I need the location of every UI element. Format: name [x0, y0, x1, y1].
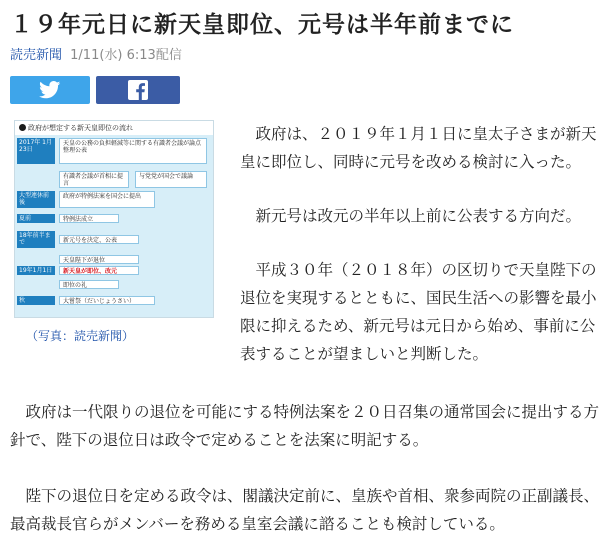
- figure-row-label: 19年1月1日: [17, 266, 55, 275]
- body-paragraph: 新元号は改元の半年以上前に公表する方向だ。: [255, 207, 582, 225]
- figure-step: 天皇陛下が退位: [59, 255, 139, 264]
- facebook-f-icon: [128, 80, 148, 100]
- figure-step: 新元号を決定、公表: [59, 235, 139, 244]
- source-link[interactable]: 読売新聞: [10, 48, 63, 63]
- figure-row-label: 夏前: [17, 214, 55, 223]
- figure-step: 与党党が国会で議論: [135, 171, 207, 188]
- figure-step: 有識者会議が首相に提言: [59, 171, 129, 188]
- body-paragraph: 陛下の退位日を定める政令は、閣議決定前に、皇族や首相、衆参両院の正副議長、最高裁長官らがメンバーを務める皇室会議に諮ることも検討している。: [10, 487, 600, 533]
- figure-step: 天皇の公務の負担軽減等に関する有識者会議が論点整理公表: [59, 138, 207, 164]
- article-meta: [10, 44, 182, 63]
- twitter-bird-icon: [39, 81, 61, 99]
- figure-step-highlight: 新天皇が即位、改元: [59, 266, 139, 275]
- figure-caption: （写真：読売新聞）: [26, 329, 135, 343]
- bullet-icon: [19, 124, 26, 131]
- figure-row-label: 秋: [17, 296, 55, 305]
- figure-title: [15, 121, 213, 135]
- succession-flow-figure[interactable]: [14, 120, 214, 318]
- figure-row-label: 大型連休前後: [17, 191, 55, 208]
- figure-step: 大嘗祭（だいじょうさい）: [59, 296, 155, 305]
- figure-step: 特例法成立: [59, 214, 119, 223]
- figure-row-label: 2017年 1月23日: [17, 138, 55, 164]
- twitter-share-button[interactable]: [10, 76, 90, 104]
- body-paragraph: 政府は、２０１９年１月１日に皇太子さまが新天皇に即位し、同時に元号を改める検討に入った。: [240, 125, 597, 171]
- facebook-share-button[interactable]: [96, 76, 180, 104]
- figure-row-label: 18年前半まで: [17, 231, 55, 248]
- figure-step: 政府が特例法案を国会に提出: [59, 191, 155, 208]
- article-headline: １９年元日に新天皇即位、元号は半年前までに: [10, 12, 514, 38]
- publish-date: 1/11(水) 6:13配信: [70, 48, 182, 63]
- figure-step: 即位の礼: [59, 280, 119, 289]
- body-paragraph: 政府は一代限りの退位を可能にする特例法案を２０日召集の通常国会に提出する方針で、陛下の退位日は政令で定めることを法案に明記する。: [10, 403, 600, 449]
- figure-title-text: 政府が想定する新天皇即位の流れ: [28, 124, 133, 132]
- body-paragraph: 平成３０年（２０１８年）の区切りで天皇陛下の退位を実現するとともに、国民生活への影響を最小限に抑えるため、新元号は元日から始め、事前に公表することが望ましいと判断した。: [240, 261, 597, 363]
